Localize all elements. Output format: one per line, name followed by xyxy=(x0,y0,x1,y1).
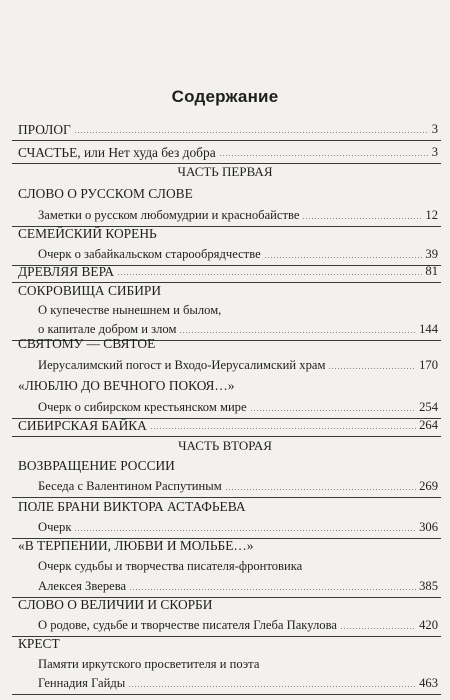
toc-entry-title: О родове, судьбе и творчестве писателя Глеба Пакулова xyxy=(38,618,337,633)
toc-section-heading xyxy=(0,120,450,139)
toc-page-number: 3 xyxy=(431,145,438,160)
toc-entry xyxy=(0,398,450,417)
part-heading-first xyxy=(0,162,450,181)
divider-line xyxy=(12,163,441,164)
toc-section-heading xyxy=(0,595,450,614)
toc-section-heading xyxy=(0,416,450,435)
dot-leader xyxy=(219,155,429,156)
toc-entry-title: ВОЗВРАЩЕНИЕ РОССИИ xyxy=(18,457,175,473)
toc-page-number: 420 xyxy=(419,618,438,633)
toc-entry xyxy=(0,356,450,375)
toc-entry-title: СВЯТОМУ — СВЯТОЕ xyxy=(18,335,156,351)
dot-leader xyxy=(74,530,416,531)
toc-page-number: 81 xyxy=(425,264,438,279)
toc-entry-title: Очерк xyxy=(38,520,72,535)
dot-leader xyxy=(225,489,416,490)
toc-section-heading xyxy=(0,281,450,300)
dot-leader xyxy=(302,218,422,219)
toc-entry-title: О купечестве нынешнем и былом, xyxy=(38,303,222,318)
toc-page-number: 264 xyxy=(419,418,438,433)
toc-entry xyxy=(0,557,450,576)
toc-section-heading xyxy=(0,456,450,475)
toc-section-heading xyxy=(0,224,450,243)
toc-section-heading xyxy=(0,262,450,281)
dot-leader xyxy=(129,589,416,590)
toc-page-number: 385 xyxy=(419,579,438,594)
divider-line xyxy=(12,140,441,141)
toc-entry-title: Иерусалимский погост и Входо-Иерусалимский храм xyxy=(38,358,326,373)
toc-section-heading xyxy=(0,143,450,162)
toc-entry xyxy=(0,616,450,635)
toc-page-number: 463 xyxy=(419,676,438,691)
toc-entry-title: Очерк судьбы и творчества писателя-фронтовика xyxy=(38,559,303,574)
toc-entry-title: «В ТЕРПЕНИИ, ЛЮБВИ И МОЛЬБЕ…» xyxy=(18,537,254,553)
toc-entry-title: Беседа с Валентином Распутиным xyxy=(38,479,222,494)
toc-entry xyxy=(0,577,450,596)
toc-entry-title: Очерк о забайкальском старообрядчестве xyxy=(38,247,261,262)
toc-section-heading xyxy=(0,376,450,395)
dot-leader xyxy=(179,332,416,333)
toc-entry xyxy=(0,674,450,693)
toc-entry-title: СЕМЕЙСКИЙ КОРЕНЬ xyxy=(18,225,157,241)
toc-page-number: 269 xyxy=(419,479,438,494)
dot-leader xyxy=(117,274,422,275)
toc-entry-title: СЧАСТЬЕ, или Нет худа без добра xyxy=(18,144,216,160)
toc-entry-title: СИБИРСКАЯ БАЙКА xyxy=(18,417,147,433)
toc-section-heading xyxy=(0,536,450,555)
toc-section-heading xyxy=(0,184,450,203)
toc-entry xyxy=(0,655,450,674)
toc-page-number: 170 xyxy=(419,358,438,373)
part-heading-label: ЧАСТЬ ВТОРАЯ xyxy=(178,438,272,453)
toc-entry xyxy=(0,518,450,537)
part-heading-second xyxy=(0,436,450,455)
toc-entry xyxy=(0,301,450,320)
divider-line xyxy=(12,694,441,695)
toc-entry-title: ДРЕВЛЯЯ ВЕРА xyxy=(18,263,114,279)
toc-page-number: 306 xyxy=(419,520,438,535)
divider-line xyxy=(12,436,441,437)
toc-entry-title: СЛОВО О РУССКОМ СЛОВЕ xyxy=(18,185,193,201)
dot-leader xyxy=(74,132,429,133)
toc-page-number: 254 xyxy=(419,400,438,415)
dot-leader xyxy=(128,686,416,687)
toc-page-number: 3 xyxy=(431,122,438,137)
toc-entry-title: ПРОЛОГ xyxy=(18,121,71,137)
toc-entry-title: КРЕСТ xyxy=(18,635,60,651)
toc-entry xyxy=(0,477,450,496)
toc-entry-title: Алексея Зверева xyxy=(38,579,127,594)
toc-entry-title: СЛОВО О ВЕЛИЧИИ И СКОРБИ xyxy=(18,596,213,612)
toc-entry-title: Очерк о сибирском крестьянском мире xyxy=(38,400,247,415)
toc-page-number: 39 xyxy=(425,247,438,262)
toc-section-heading xyxy=(0,634,450,653)
toc-entry-title: Геннадия Гайды xyxy=(38,676,126,691)
page-title: Содержание xyxy=(171,87,279,106)
toc-entry-title: Памяти иркутского просветителя и поэта xyxy=(38,657,260,672)
dot-leader xyxy=(340,628,416,629)
toc-entry-title: Заметки о русском любомудрии и краснобайстве xyxy=(38,208,300,223)
part-heading-label: ЧАСТЬ ПЕРВАЯ xyxy=(177,164,273,179)
toc-entry-title: «ЛЮБЛЮ ДО ВЕЧНОГО ПОКОЯ…» xyxy=(18,377,235,393)
toc-section-heading xyxy=(0,334,450,353)
toc-page-number: 144 xyxy=(419,322,438,337)
toc-entry xyxy=(0,206,450,225)
toc-entry-title: СОКРОВИЩА СИБИРИ xyxy=(18,282,162,298)
toc-entry-title: ПОЛЕ БРАНИ ВИКТОРА АСТАФЬЕВА xyxy=(18,498,246,514)
dot-leader xyxy=(328,368,416,369)
dot-leader xyxy=(250,410,417,411)
dot-leader xyxy=(150,428,416,429)
toc-page-number: 12 xyxy=(425,208,438,223)
toc-section-heading xyxy=(0,497,450,516)
toc-entry-title: о капитале добром и злом xyxy=(38,322,177,337)
dot-leader xyxy=(264,257,423,258)
